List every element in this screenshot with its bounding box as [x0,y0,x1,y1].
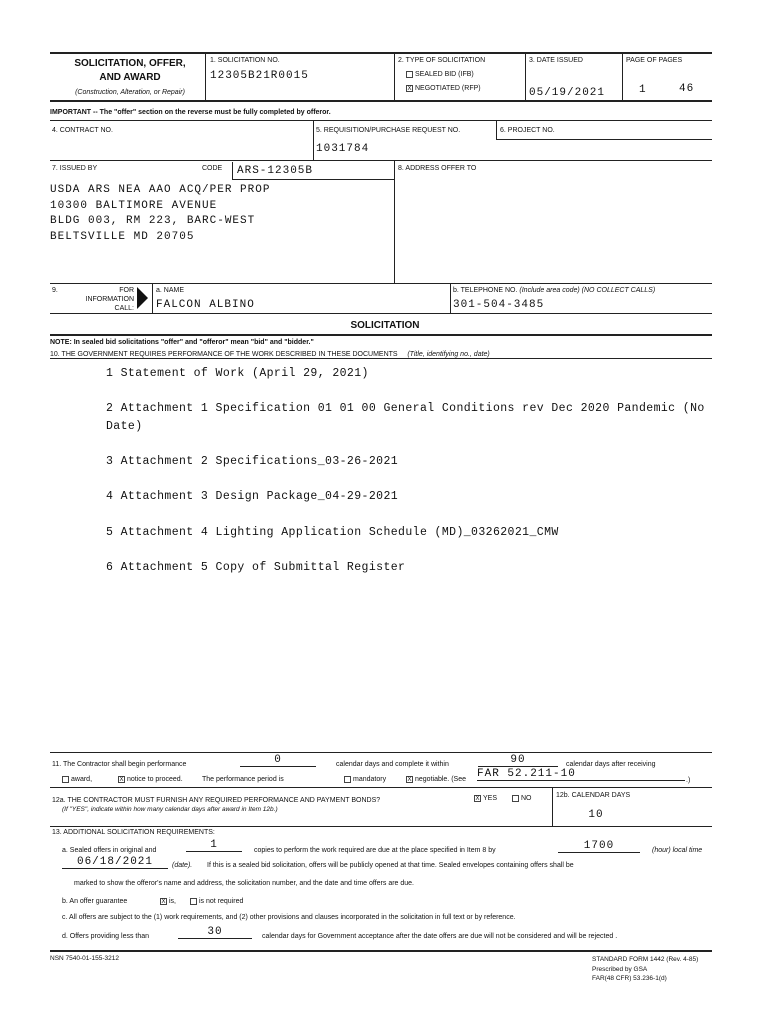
notice-option[interactable]: X notice to proceed. [119,776,183,783]
hour-label: (hour) local time [652,847,703,854]
due-date-field[interactable]: 06/18/2021 [62,856,168,869]
performance-period-text: The performance period is [202,776,284,783]
solicitation-heading: SOLICITATION [350,320,420,331]
for-information-call-label: FOR INFORMATION CALL: [85,287,134,312]
mandatory-option[interactable]: mandatory [344,775,386,784]
form-info [592,955,698,984]
calendar-days-label: 12b. CALENDAR DAYS [556,792,631,799]
prescribed-by: Prescribed by GSA [592,965,648,973]
document-item: 2 Attachment 1 Specification 01 01 00 General Conditions rev Dec 2020 Pandemic (No Date) [106,402,705,433]
item-13b-text: b. An offer guarantee [62,898,128,905]
calendar-days-value[interactable]: 10 [588,809,604,821]
type-of-solicitation-label: 2. TYPE OF SOLICITATION [398,57,486,64]
requisition-label: 5. REQUISITION/PURCHASE REQUEST NO. [316,127,461,134]
address-line: BLDG 003, RM 223, BARC-WEST [50,215,256,227]
item-13c-text: c. All offers are subject to the (1) work requirements, and (2) other provisions and clauses incorporated in the solicitation in full text or by reference. [62,914,516,921]
address-line: USDA ARS NEA AAO ACQ/PER PROP [50,184,271,196]
item-12a-text: 12a. THE CONTRACTOR MUST FURNISH ANY REQUIRED PERFORMANCE AND PAYMENT BONDS? [52,797,381,804]
negotiated-checkbox[interactable]: X [407,85,412,92]
item-13a-text2: copies to perform the work required are due at the place specified in Item 8 by [254,847,496,854]
item-12a-note: (If "YES", indicate within how many calendar days after award in Item 12b.) [62,806,278,813]
see-reference-field[interactable]: FAR 52.211-10 [477,768,685,781]
date-issued-value[interactable]: 05/19/2021 [529,87,606,99]
address-line: BELTSVILLE MD 20705 [50,230,195,243]
notice-checkbox[interactable]: X [119,776,124,783]
item-13d-text1: d. Offers providing less than [62,933,150,940]
due-hour-field[interactable]: 1700 [558,840,640,853]
address-offer-to-label: 8. ADDRESS OFFER TO [398,165,477,172]
negotiated-option[interactable]: X NEGOTIATED (RFP) [407,85,481,92]
form-subtitle: (Construction, Alteration, or Repair) [75,89,185,96]
form-title-line2: AND AWARD [99,72,161,83]
project-no-label: 6. PROJECT NO. [500,127,555,134]
complete-days-field[interactable]: 90 [478,754,558,767]
form-name: STANDARD FORM 1442 (Rev. 4-85) [592,956,699,963]
guarantee-not-checkbox[interactable] [190,898,197,905]
nsn-number: NSN 7540-01-155-3212 [50,955,120,962]
item-11-text-a: 11. The Contractor shall begin performance [52,761,187,768]
item-13a-text4: marked to show the offeror's name and address, the solicitation number, and the date and time offers are due. [74,880,415,887]
document-item: 6 Attachment 5 Copy of Submittal Register [106,561,406,574]
item-11-text-c: calendar days after receiving [566,761,656,768]
bonds-yes-checkbox[interactable]: X [475,795,480,802]
guarantee-is-option[interactable]: X is, [161,898,176,905]
begin-days-field[interactable]: 0 [240,754,316,767]
item-13d-text2: calendar days for Government acceptance after the date offers are due will not be considered and will be rejected . [262,933,618,940]
sealed-bid-option[interactable]: SEALED BID (IFB) [406,70,474,79]
document-item: 4 Attachment 3 Design Package_04-29-2021 [106,490,399,503]
item-9-number: 9. [52,287,58,294]
name-label: a. NAME [156,287,185,294]
mandatory-checkbox[interactable] [344,776,351,783]
guarantee-not-option[interactable]: is not required [190,897,243,906]
award-checkbox[interactable] [62,776,69,783]
negotiable-option[interactable]: X negotiable. (See [407,776,466,783]
contract-no-label: 4. CONTRACT NO. [52,127,113,134]
page-number[interactable]: 1 [639,84,647,96]
negotiable-checkbox[interactable]: X [407,776,412,783]
award-option[interactable]: award, [62,775,92,784]
item-13-label: 13. ADDITIONAL SOLICITATION REQUIREMENTS: [52,829,215,836]
copies-field[interactable]: 1 [186,839,242,852]
pages-total[interactable]: 46 [679,83,695,95]
code-value[interactable]: ARS-12305B [232,162,394,180]
acceptance-days-field[interactable]: 30 [178,926,252,939]
item-13a-text1: a. Sealed offers in original and [62,847,157,854]
item-11-text-b: calendar days and complete it within [336,761,449,768]
solicitation-no-value[interactable]: 12305B21R0015 [210,70,309,82]
date-label: (date). [172,862,193,869]
sealed-bid-note: NOTE: In sealed bid solicitations "offer" and "offeror" mean "bid" and "bidder." [50,339,314,346]
sealed-bid-checkbox[interactable] [406,71,413,78]
date-issued-label: 3. DATE ISSUED [529,57,583,64]
bonds-no-option[interactable]: NO [512,794,532,803]
document-item: 3 Attachment 2 Specifications_03-26-2021 [106,455,399,468]
document-item: 1 Statement of Work (April 29, 2021) [106,367,369,380]
issued-by-address [50,183,270,245]
requisition-no-value[interactable]: 1031784 [316,143,370,155]
telephone-value[interactable]: 301-504-3485 [453,299,545,311]
page-of-pages-label: PAGE OF PAGES [626,57,683,64]
address-line: 10300 BALTIMORE AVENUE [50,199,218,212]
arrow-right-icon [137,287,148,309]
bonds-yes-option[interactable]: X YES [475,795,498,802]
document-item: 5 Attachment 4 Lighting Application Schedule (MD)_03262021_CMW [106,526,559,539]
item-11-close: .) [686,777,691,784]
item-10-label: 10. THE GOVERNMENT REQUIRES PERFORMANCE OF THE WORK DESCRIBED IN THESE DOCUMENTS (Title, identifying no., date) [50,351,490,358]
contact-name-value[interactable]: FALCON ALBINO [156,299,255,311]
item-13a-text3: If this is a sealed bid solicitation, offers will be publicly opened at that time. Sealed envelopes containing offers shall be [207,862,574,869]
issued-by-label: 7. ISSUED BY [52,165,98,172]
form-title-line1: SOLICITATION, OFFER, [74,58,186,69]
guarantee-is-checkbox[interactable]: X [161,898,166,905]
bonds-no-checkbox[interactable] [512,795,519,802]
far-reference: FAR(48 CFR) 53.236-1(d) [592,975,667,982]
important-note: IMPORTANT -- The "offer" section on the reverse must be fully completed by offeror. [50,109,331,116]
code-label: CODE [202,165,223,172]
telephone-label: b. TELEPHONE NO. (Include area code) (NO COLLECT CALLS) [453,287,656,294]
solicitation-no-label: 1. SOLICITATION NO. [210,57,280,64]
